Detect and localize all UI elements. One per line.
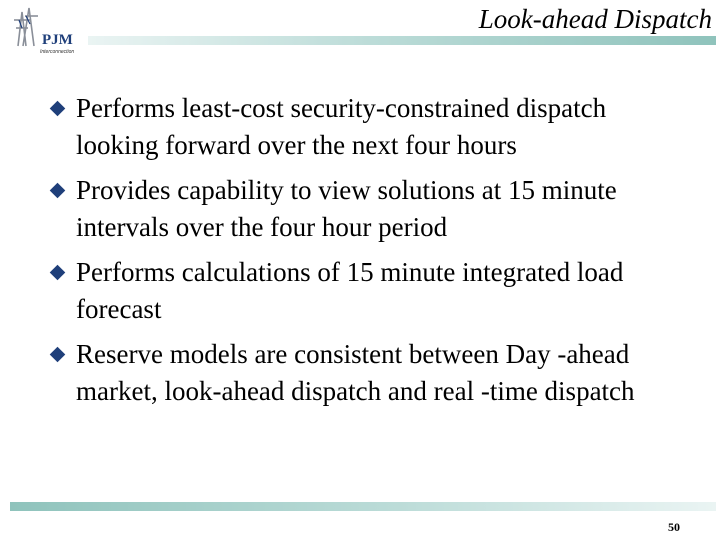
bullet-list <box>52 90 672 418</box>
bullet-text: Reserve models are consistent between Day -ahead market, look-ahead dispatch and real -time dispatch <box>76 339 635 406</box>
footer-divider <box>10 502 716 511</box>
diamond-bullet-icon <box>50 101 66 117</box>
logo-wordmark: PJM <box>42 32 73 48</box>
bullet-item <box>52 172 672 246</box>
header-divider <box>88 36 716 45</box>
bullet-text: Performs least-cost security-constrained dispatch looking forward over the next four hours <box>76 93 607 160</box>
diamond-bullet-icon <box>50 183 66 199</box>
pjm-logo <box>10 6 80 55</box>
bullet-text: Performs calculations of 15 minute integrated load forecast <box>76 257 624 324</box>
logo-subtitle: Interconnection <box>40 49 75 55</box>
diamond-bullet-icon <box>50 265 66 281</box>
bullet-item <box>52 254 672 328</box>
bullet-text: Provides capability to view solutions at 15 minute intervals over the four hour period <box>76 175 617 242</box>
slide-title: Look-ahead Dispatch <box>478 4 712 34</box>
page-number: 50 <box>668 520 680 534</box>
bullet-item <box>52 90 672 164</box>
bullet-item <box>52 336 672 410</box>
diamond-bullet-icon <box>50 347 66 363</box>
